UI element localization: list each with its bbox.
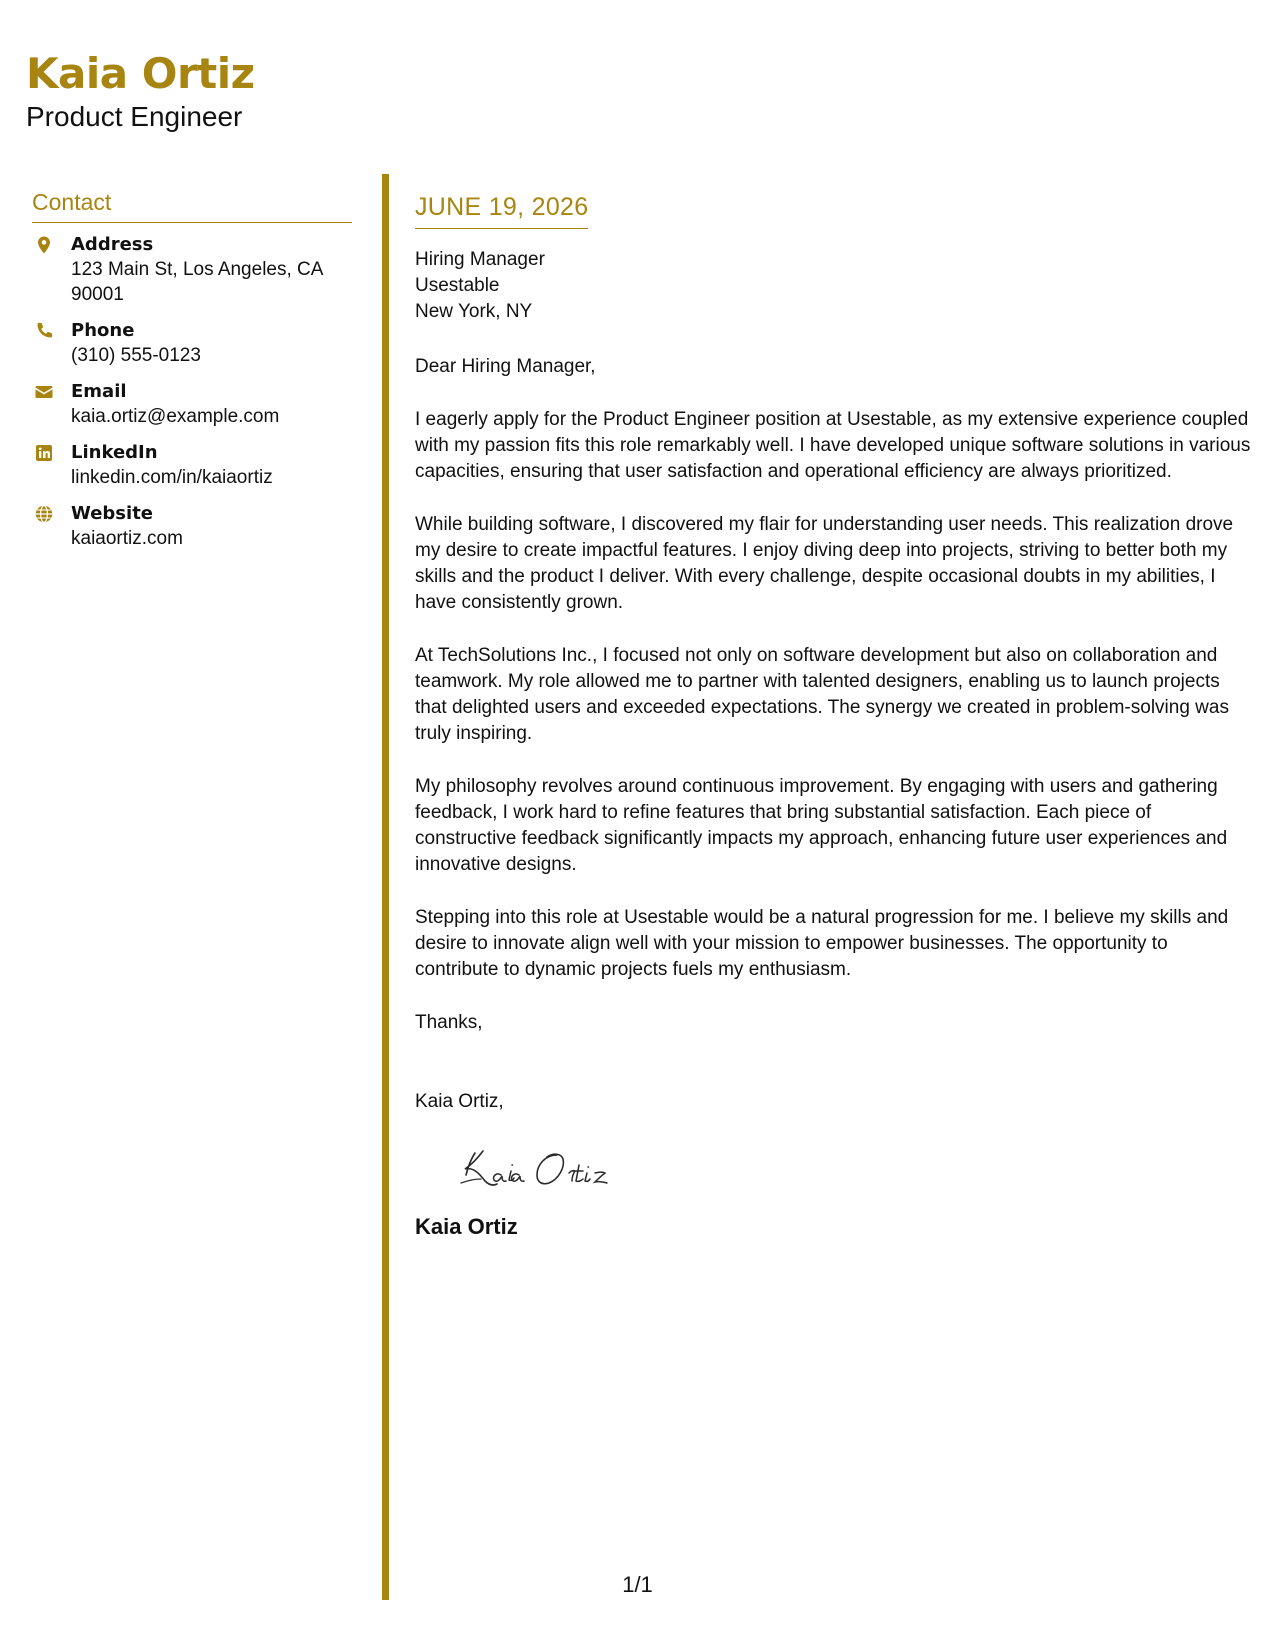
- recipient-line: Hiring Manager: [415, 249, 545, 270]
- envelope-icon: [34, 382, 54, 402]
- signoff: Kaia Ortiz,: [415, 1091, 504, 1112]
- phone-icon: [34, 321, 54, 341]
- body-paragraph: Stepping into this role at Usestable would be a natural progression for me. I believe my skills and desire to innovate align well with your mission to empower businesses. The opportunity to contribute to dynamic projects fuels my enthusiasm.: [415, 907, 1229, 980]
- applicant-name: Kaia Ortiz: [26, 49, 255, 98]
- globe-icon: [34, 504, 54, 524]
- recipient-line: New York, NY: [415, 301, 533, 322]
- vertical-divider: [382, 174, 389, 1600]
- recipient-line: Usestable: [415, 275, 500, 296]
- contact-label: Email: [71, 381, 127, 402]
- linkedin-value[interactable]: linkedin.com/in/kaiaortiz: [71, 467, 273, 488]
- letter-date: JUNE 19, 2026: [415, 192, 588, 229]
- contact-item-phone: [32, 319, 352, 368]
- contact-list: [32, 233, 352, 551]
- page-number: 1/1: [622, 1572, 653, 1597]
- contact-item-website: [32, 502, 352, 551]
- recipient-block: [415, 247, 1255, 325]
- contact-heading: Contact: [32, 188, 352, 223]
- letter-body: [415, 192, 1255, 1241]
- resume-header: [26, 48, 626, 134]
- job-title: Product Engineer: [26, 101, 243, 132]
- location-pin-icon: [34, 235, 54, 255]
- website-value[interactable]: kaiaortiz.com: [71, 528, 183, 549]
- phone-value: (310) 555-0123: [71, 345, 201, 366]
- contact-sidebar: [32, 188, 352, 563]
- email-value[interactable]: kaia.ortiz@example.com: [71, 406, 280, 427]
- contact-label: Website: [71, 503, 154, 524]
- contact-item-address: [32, 233, 352, 307]
- address-value: 123 Main St, Los Angeles, CA 90001: [71, 259, 323, 305]
- body-paragraph: While building software, I discovered my flair for understanding user needs. This realization drove my desire to create impactful features. I enjoy diving deep into projects, striving to better both my skills and the product I deliver. With every challenge, despite occasional doubts in my abilities, I have consistently grown.: [415, 514, 1234, 613]
- body-paragraph: I eagerly apply for the Product Engineer position at Usestable, as my extensive experience coupled with my passion fits this role remarkably well. I have developed unique software solutions in various capacities, ensuring that user satisfaction and operational efficiency are always prioritized.: [415, 409, 1251, 482]
- closing: Thanks,: [415, 1012, 483, 1033]
- signer-name: Kaia Ortiz: [415, 1214, 518, 1239]
- body-paragraph: My philosophy revolves around continuous improvement. By engaging with users and gathering feedback, I work hard to refine features that bring substantial satisfaction. Each piece of constructive feedback significantly impacts my approach, enhancing future user experiences and innovative designs.: [415, 776, 1228, 875]
- contact-label: Address: [71, 234, 154, 255]
- body-paragraph: At TechSolutions Inc., I focused not only on software development but also on collaboration and teamwork. My role allowed me to partner with talented designers, enabling us to launch projects that delighted users and exceeded expectations. The synergy we created in problem-solving was truly inspiring.: [415, 645, 1229, 744]
- handwritten-signature: [457, 1143, 647, 1195]
- salutation: Dear Hiring Manager,: [415, 356, 596, 377]
- contact-label: Phone: [71, 320, 135, 341]
- contact-label: LinkedIn: [71, 442, 158, 463]
- linkedin-icon: [34, 443, 54, 463]
- contact-item-linkedin: [32, 441, 352, 490]
- contact-item-email: [32, 380, 352, 429]
